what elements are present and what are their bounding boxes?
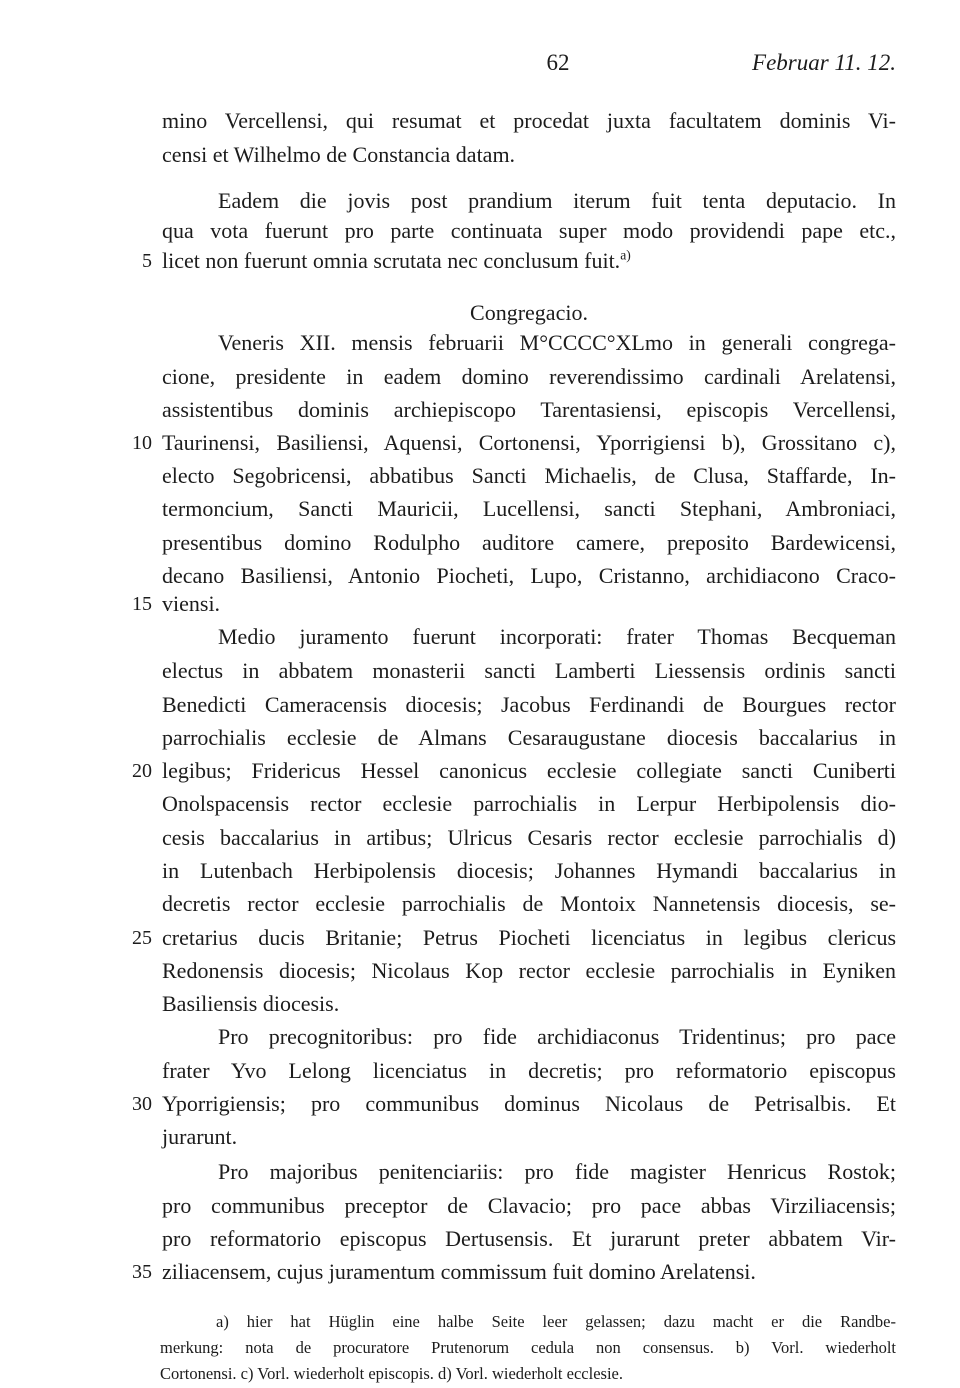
line-number: 15 <box>132 593 152 615</box>
text-line: assistentibus dominis archiepiscopo Tarentasiensi, episcopis Vercellensi, <box>162 397 896 422</box>
text-line: censi et Wilhelmo de Constancia datam. <box>162 142 516 167</box>
running-head: Februar 11. 12. <box>752 50 896 75</box>
text-line: in Lutenbach Herbipolensis diocesis; Johannes Hymandi baccalarius in <box>162 858 896 883</box>
text-line: electo Segobricensi, abbatibus Sancti Michaelis, de Clusa, Staffarde, In- <box>162 463 896 488</box>
footnote-line: merkung: nota de procuratore Prutenorum cedula non consensus. b) Vorl. wiederholt <box>160 1338 896 1357</box>
text-line: Pro precognitoribus: pro fide archidiaconus Tridentinus; pro pace <box>218 1024 896 1049</box>
text-line: termoncium, Sancti Mauricii, Lucellensi, sancti Stephani, Ambroniaci, <box>162 496 896 521</box>
text-line: legibus; Fridericus Hessel canonicus ecclesie collegiate sancti Cuniberti <box>162 758 896 783</box>
line-number: 30 <box>132 1093 152 1115</box>
text-line: parrochialis ecclesie de Almans Cesaraugustane diocesis baccalarius in <box>162 725 896 750</box>
text-line: mino Vercellensi, qui resumat et procedat juxta facultatem dominis Vi- <box>162 108 896 133</box>
text-line: cretarius ducis Britanie; Petrus Piocheti licenciatus in legibus clericus <box>162 925 896 950</box>
footnote-ref: a) <box>620 247 631 263</box>
text-line: Redonensis diocesis; Nicolaus Kop rector ecclesie parrochialis in Eyniken <box>162 958 896 983</box>
footnote-line: Cortonensi. c) Vorl. wiederholt episcopis. d) Vorl. wiederholt ecclesie. <box>160 1364 623 1383</box>
text-line: cione, presidente in eadem domino reverendissimo cardinali Arelatensi, <box>162 364 896 389</box>
text-line: viensi. <box>162 591 221 616</box>
page-header <box>0 50 960 86</box>
text-line: decretis rector ecclesie parrochialis de Montoix Nannetensis diocesis, se- <box>162 891 896 916</box>
text-line: Eadem die jovis post prandium iterum fuit tenta deputacio. In <box>218 188 896 213</box>
line-number: 10 <box>132 432 152 454</box>
text-line: qua vota fuerunt pro parte continuata super modo providendi pape etc., <box>162 218 896 243</box>
text-line: licet non fuerunt omnia scrutata nec conclusum fuit.$^{a)}$ <box>162 247 631 273</box>
text-line: jurarunt. <box>162 1124 238 1149</box>
line-number: 35 <box>132 1261 152 1283</box>
footnote-line: a) hier hat Hüglin eine halbe Seite leer gelassen; dazu macht er die Randbe- <box>216 1312 896 1331</box>
text-line: ziliacensem, cujus juramentum commissum fuit domino Arelatensi. <box>162 1259 756 1284</box>
text-line: frater Yvo Lelong licenciatus in decretis; pro reformatorio episcopus <box>162 1058 896 1083</box>
text-line: Medio juramento fuerunt incorporati: frater Thomas Becqueman <box>218 624 896 649</box>
page-number: 62 <box>546 50 570 75</box>
text-line: Taurinensi, Basiliensi, Aquensi, Cortonensi, Yporrigiensi b), Grossitano c), <box>162 430 896 455</box>
text-line: Pro majoribus penitenciariis: pro fide magister Henricus Rostok; <box>218 1159 896 1184</box>
text-line: electus in abbatem monasterii sancti Lamberti Liessensis ordinis sancti <box>162 658 896 683</box>
text-line: cesis baccalarius in artibus; Ulricus Cesaris rector ecclesie parrochialis d) <box>162 825 896 850</box>
text-line: Basiliensis diocesis. <box>162 991 340 1016</box>
line-number: 5 <box>142 250 152 272</box>
text-line: Yporrigiensis; pro communibus dominus Nicolaus de Petrisalbis. Et <box>162 1091 896 1116</box>
text-line: Onolspacensis rector ecclesie parrochialis in Lerpur Herbipolensis dio- <box>162 791 896 816</box>
text-line: presentibus domino Rodulpho auditore camere, preposito Bardewicensi, <box>162 530 896 555</box>
text-line: decano Basiliensi, Antonio Piocheti, Lupo, Cristanno, archidiacono Craco- <box>162 563 896 588</box>
line-number: 20 <box>132 760 152 782</box>
line-number: 25 <box>132 927 152 949</box>
section-heading: Congregacio. <box>470 300 588 325</box>
text-line: pro reformatorio episcopus Dertusensis. Et jurarunt preter abbatem Vir- <box>162 1226 896 1251</box>
text-line: pro communibus preceptor de Clavacio; pro pace abbas Virziliacensis; <box>162 1193 896 1218</box>
text-line: Veneris XII. mensis februarii M°CCCC°XLmo in generali congrega- <box>218 330 896 355</box>
text-line: Benedicti Cameracensis diocesis; Jacobus Ferdinandi de Bourgues rector <box>162 692 896 717</box>
